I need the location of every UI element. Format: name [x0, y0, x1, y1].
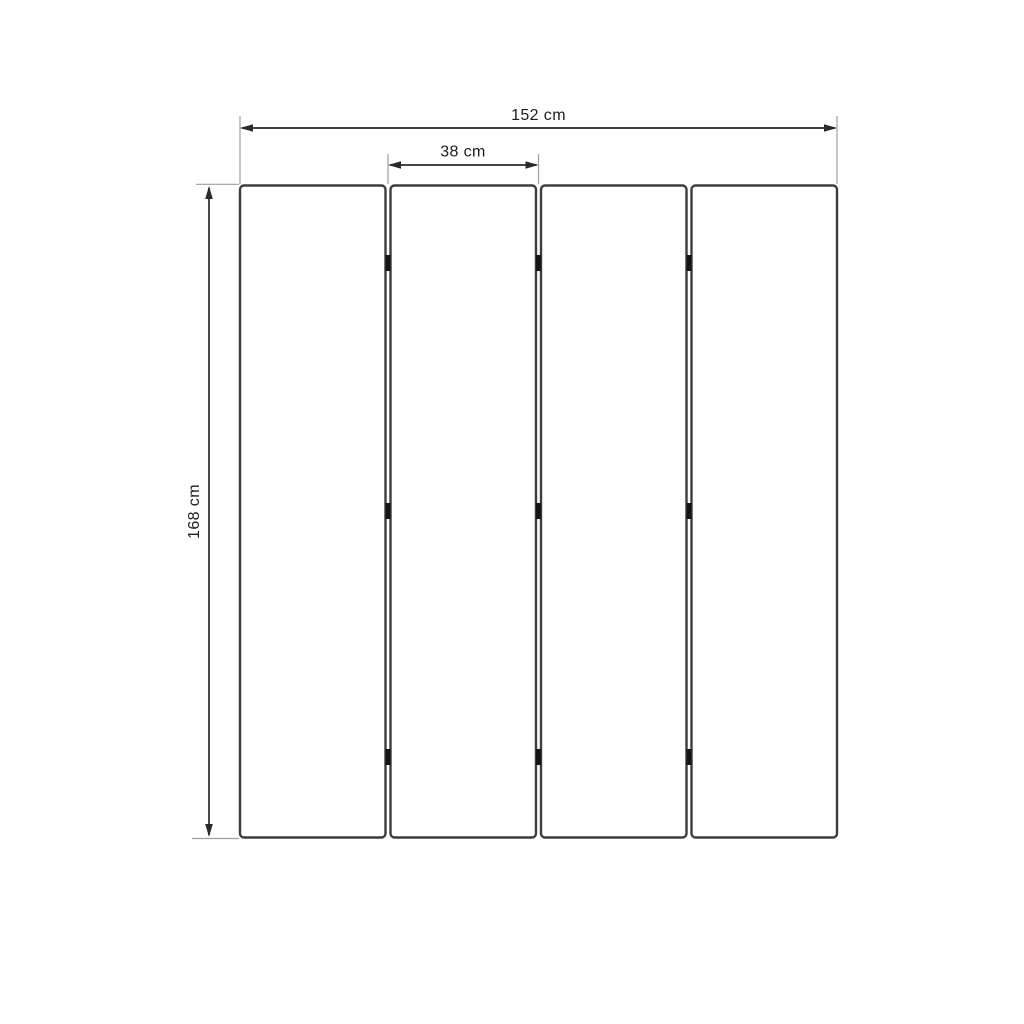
dimension-panel-width: [388, 144, 539, 169]
dimension-total-width: [240, 107, 837, 132]
dimension-label-total-width: 152 cm: [511, 107, 566, 124]
panel-4: [692, 186, 838, 838]
hinge-icon: [536, 503, 541, 519]
hinge-icon: [386, 749, 391, 765]
dimension-label-height: 168 cm: [186, 484, 203, 539]
dimension-label-panel-width: 38 cm: [440, 143, 486, 161]
hinge-icon: [687, 255, 692, 271]
panel-1: [240, 186, 386, 838]
arrow-left-icon: [388, 161, 401, 169]
arrow-up-icon: [205, 186, 213, 199]
arrow-left-icon: [240, 124, 253, 132]
hinge-icon: [386, 503, 391, 519]
arrow-right-icon: [824, 124, 837, 132]
panel-3: [541, 186, 687, 838]
arrow-right-icon: [526, 161, 539, 169]
hinge-icon: [687, 503, 692, 519]
panel-2: [391, 186, 537, 838]
arrow-down-icon: [205, 824, 213, 837]
hinge-icon: [536, 749, 541, 765]
dimension-height: [186, 186, 213, 837]
hinge-icon: [687, 749, 692, 765]
hinge-icon: [386, 255, 391, 271]
hinge-icon: [536, 255, 541, 271]
